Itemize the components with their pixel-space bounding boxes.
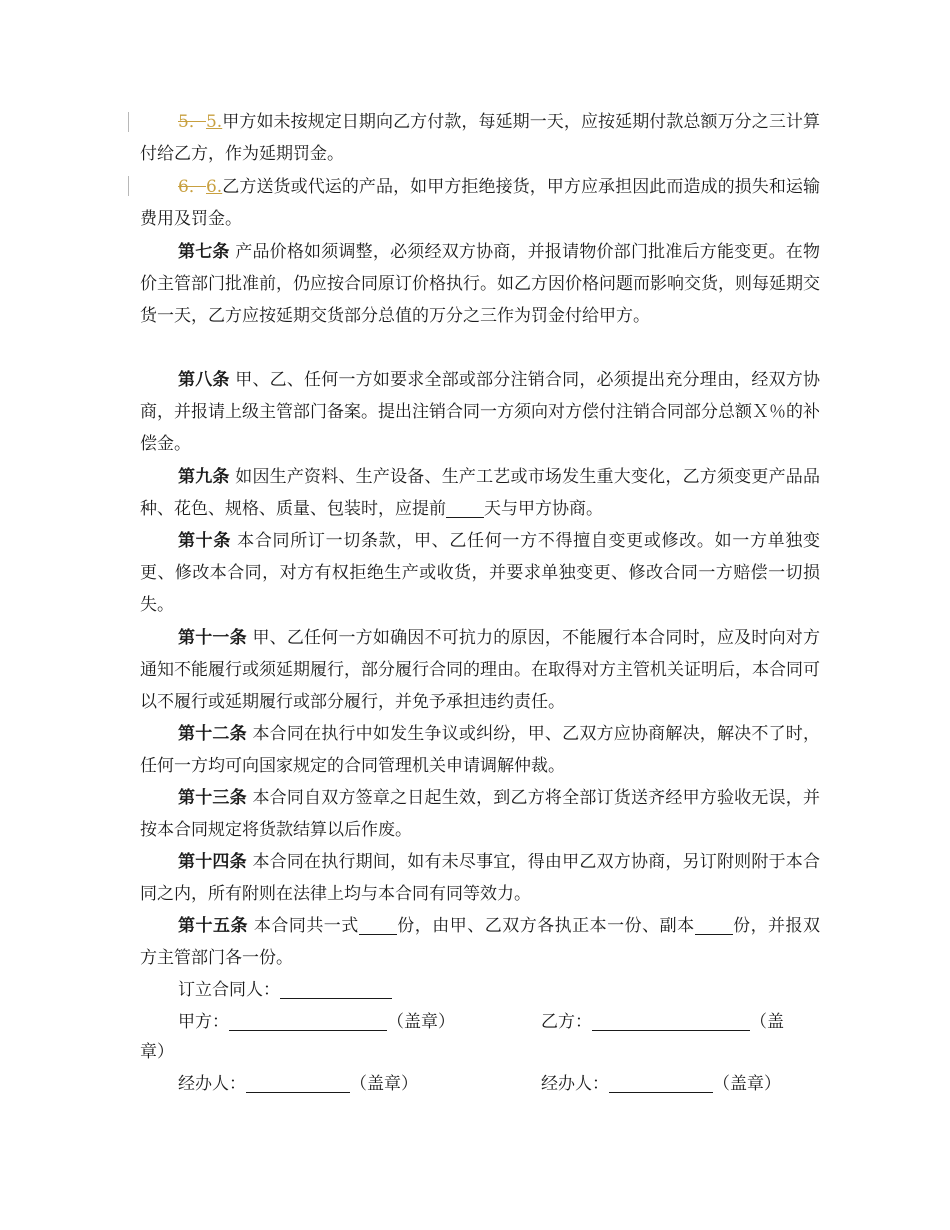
clause-title: 第十一条: [178, 628, 247, 648]
clause-12: [140, 718, 820, 782]
revision-change-bar: [128, 176, 129, 196]
clause-text: 本合同所订一切条款，甲、乙任何一方不得擅自变更或修改。如一方单独变更、修改本合同，对方有权拒绝生产或收货，并要求单独变更、修改合同一方赔偿一切损失。: [140, 531, 821, 615]
agent-a-blank: [246, 1074, 350, 1093]
clause-text: 乙方送货或代运的产品，如甲方拒绝接货，甲方应承担因此而造成的损失和运输费用及罚金。: [140, 177, 820, 229]
clause-10: [140, 525, 820, 621]
revision-change-bar: [128, 112, 129, 132]
clause-15: [140, 910, 820, 974]
clause-11: [140, 622, 820, 718]
agent-a-label: 经办人：: [178, 1074, 246, 1094]
agent-b-blank: [609, 1074, 713, 1093]
seal-text: （盖章）: [350, 1074, 418, 1094]
party-a-line: [178, 1006, 455, 1038]
blank-copies-field: [695, 916, 733, 935]
seal-wrap-line: [140, 1036, 174, 1068]
signer-line: [178, 974, 392, 1006]
clause-text: 份，由甲、乙双方各执正本一份、副本: [396, 916, 695, 936]
clause-title: 第九条: [178, 467, 230, 487]
agent-b-line: [541, 1068, 781, 1100]
clause-title: 第十五条: [178, 916, 248, 936]
clause-item-6: [140, 171, 820, 235]
clause-title: 第七条: [178, 242, 230, 262]
clause-text: 甲方如未按规定日期向乙方付款，每延期一天，应按延期付款总额万分之三计算付给乙方，作为延期罚金。: [140, 112, 820, 164]
party-a-label: 甲方：: [178, 1012, 229, 1032]
signer-label: 订立合同人：: [178, 980, 280, 1000]
seal-text: （盖章）: [387, 1012, 455, 1032]
party-a-blank: [229, 1012, 387, 1031]
blank-days-field: [446, 499, 484, 518]
clause-text: 产品价格如须调整，必须经双方协商，并报请物价部门批准后方能变更。在物价主管部门批准前，仍应按合同原订价格执行。如乙方因价格问题而影响交货，则每延期交货一天，乙方应按延期交货部分总值的万分之三作为罚金付给甲方。: [140, 242, 821, 326]
clause-text: 甲、乙任何一方如确因不可抗力的原因，不能履行本合同时，应及时向对方通知不能履行或须延期履行，部分履行合同的理由。在取得对方主管机关证明后，本合同可以不履行或延期履行或部分履行，并免予承担违约责任。: [140, 628, 821, 712]
clause-text: 本合同在执行期间，如有未尽事宜，得由甲乙双方协商，另订附则附于本合同之内，所有附则在法律上均与本合同有同等效力。: [140, 852, 821, 904]
clause-title: 第八条: [178, 370, 230, 390]
clause-title: 第十二条: [178, 724, 247, 744]
clause-8: [140, 364, 820, 460]
clause-9: [140, 461, 820, 525]
clause-title: 第十四条: [178, 852, 247, 872]
deleted-number: 6．: [178, 177, 206, 197]
clause-title: 第十三条: [178, 788, 247, 808]
clause-text: 本合同自双方签章之日起生效，到乙方将全部订货送齐经甲方验收无误，并按本合同规定将货款结算以后作废。: [140, 788, 821, 840]
party-b-label: 乙方：: [541, 1012, 592, 1032]
clause-text: 天与甲方协商。: [484, 499, 603, 519]
clause-text: 如因生产资料、生产设备、生产工艺或市场发生重大变化，乙方须变更产品品种、花色、规格、质量、包装时，应提前: [140, 467, 821, 519]
clause-text: 本合同在执行中如发生争议或纠纷，甲、乙双方应协商解决，解决不了时，任何一方均可向国家规定的合同管理机关申请调解仲裁。: [140, 724, 821, 776]
seal-close-text: 章）: [140, 1042, 174, 1062]
seal-text: （盖章）: [713, 1074, 781, 1094]
clause-title: 第十条: [178, 531, 232, 551]
agent-a-line: [178, 1068, 418, 1100]
party-b-line: [541, 1006, 784, 1038]
party-b-blank: [592, 1012, 750, 1031]
clause-14: [140, 846, 820, 910]
inserted-number: 6.: [205, 177, 223, 197]
inserted-number: 5.: [205, 112, 223, 132]
blank-copies-field: [359, 916, 397, 935]
agent-b-label: 经办人：: [541, 1074, 609, 1094]
clause-text: 甲、乙、任何一方如要求全部或部分注销合同，必须提出充分理由，经双方协商，并报请上级主管部门备案。提出注销合同一方须向对方偿付注销合同部分总额Ｘ％的补偿金。: [140, 370, 821, 454]
clause-text: 本合同共一式: [253, 916, 359, 936]
seal-open-text: （盖: [750, 1012, 784, 1032]
deleted-number: 5．: [178, 112, 206, 132]
clause-text: 份，并报双方主管部门各一份。: [140, 916, 821, 968]
signer-blank: [280, 980, 392, 999]
clause-13: [140, 782, 820, 846]
clause-item-5: [140, 106, 820, 170]
clause-7: [140, 236, 820, 332]
